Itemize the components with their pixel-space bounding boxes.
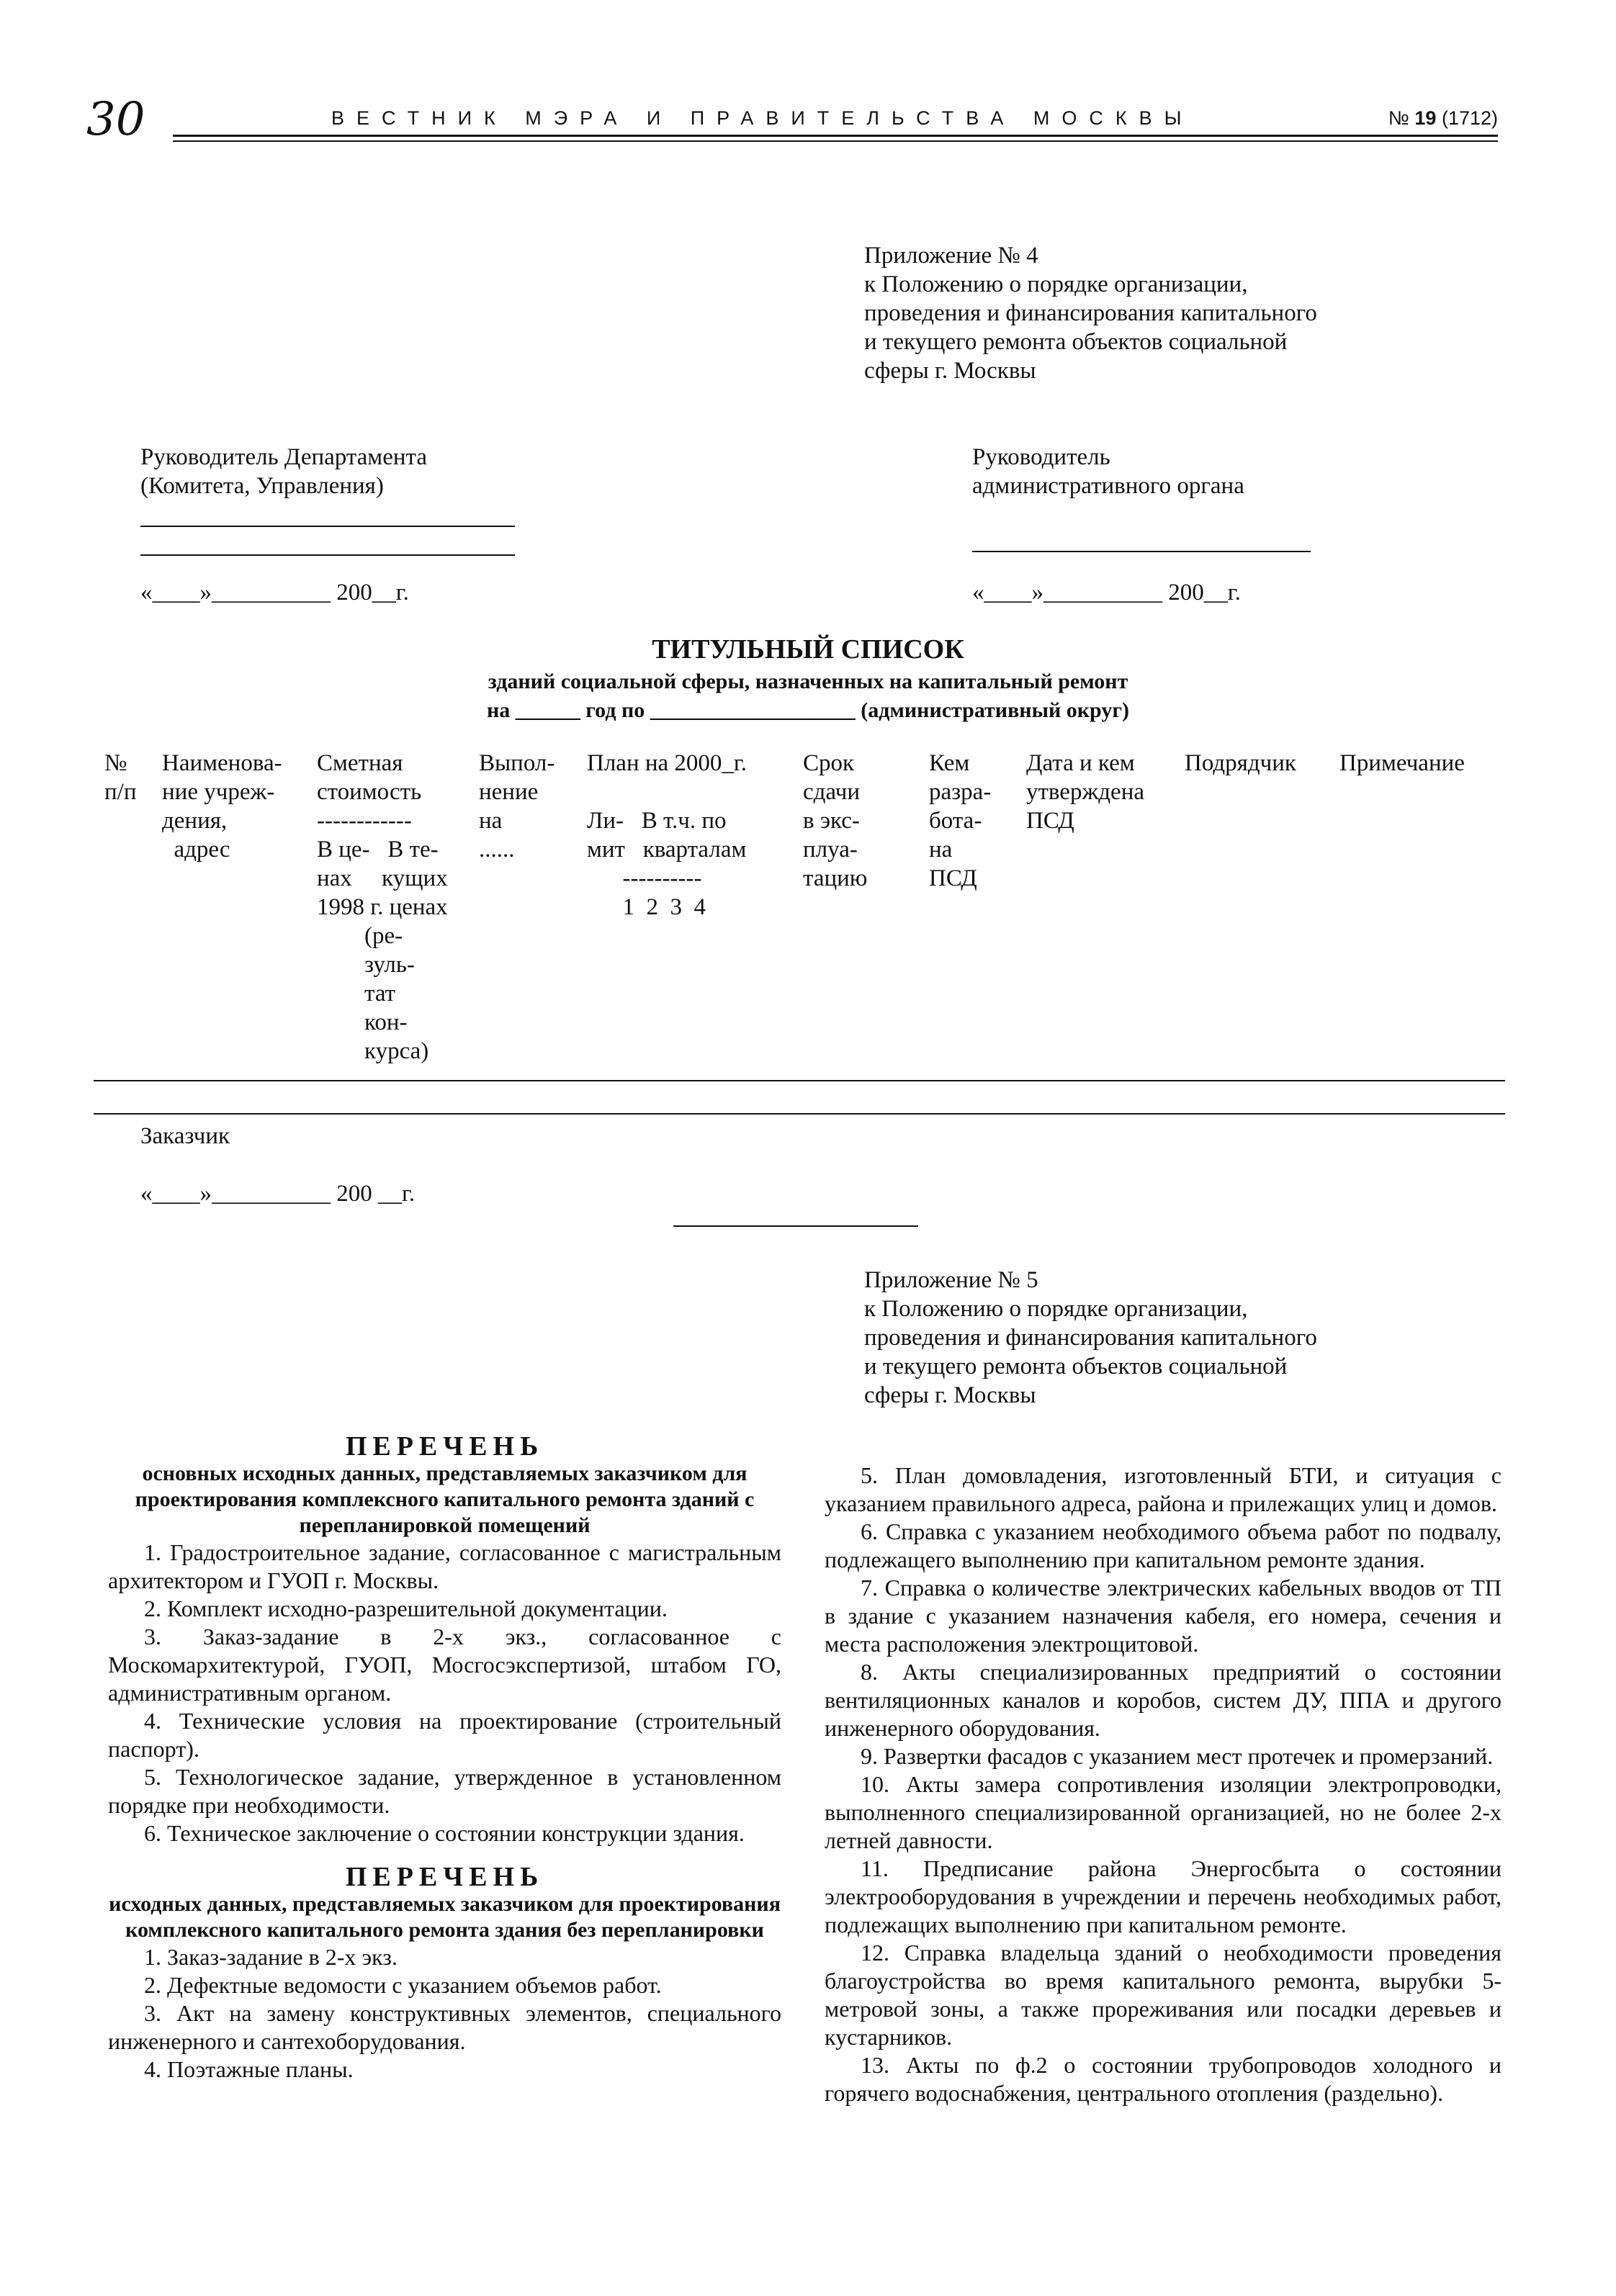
signature-blank-line — [972, 551, 1311, 552]
page-number: 30 — [86, 93, 145, 146]
list1-item: 7. Справка о количестве электрических кабельных вводов от ТП в здание с указанием назначения кабеля, его номера, сечения и места расположения электрощитовой. — [825, 1575, 1501, 1657]
header-rule-thin — [173, 140, 1498, 142]
appendix-line: проведения и финансирования капитального — [864, 1325, 1317, 1351]
title-list-table — [94, 749, 1505, 1123]
table-header-plan: План на 2000_г. Ли- В т.ч. по мит кварталам ---------- 1 2 3 4 — [587, 750, 747, 920]
appendix-line: к Положению о порядке организации, — [864, 1296, 1248, 1322]
issue-label: № — [1388, 107, 1409, 129]
list1-item: 6. Справка с указанием необходимого объема работ по подвалу, подлежащего выполнению при капитальном ремонте здания. — [825, 1518, 1501, 1572]
appendix-line: к Положению о порядке организации, — [864, 271, 1248, 297]
signature-blank-line — [140, 526, 515, 527]
list1-subheading: основных исходных данных, представляемых заказчиком для проектирования комплексного капитального ремонта зданий с перепланировкой помещений — [135, 1462, 755, 1537]
list1-item: 12. Справка владельца зданий о необходимости проведения благоустройства во время капитального ремонта, вырубки 5-метровой зоны, а также прореживания или посадки деревьев и кустарников. — [825, 1940, 1501, 2050]
title-list-subtitle: зданий социальной сферы, назначенных на капитальный ремонт — [488, 670, 1128, 693]
customer-date: «____»__________ 200 __г. — [140, 1181, 416, 1207]
issue-number — [1388, 107, 1498, 130]
table-rule — [94, 1080, 1505, 1081]
signature-right — [972, 443, 1244, 500]
appendix-line: Приложение № 4 — [864, 243, 1038, 269]
date-line-left: «____»__________ 200__г. — [140, 580, 409, 605]
issue-no: 19 — [1414, 107, 1437, 129]
header-rule — [173, 135, 1498, 137]
list2-item: 4. Поэтажные планы. — [144, 2056, 354, 2082]
left-column — [108, 1433, 781, 2084]
list1-heading-block — [108, 1433, 781, 1539]
signature-blank-line — [140, 554, 515, 556]
table-header-cost: Сметная стоимость ------------ В це- В те- нах кущих 1998 г. ценах (ре- зуль- тат кон- курса) — [317, 750, 448, 1064]
title-list-heading: ТИТУЛЬНЫЙ СПИСОК — [652, 634, 964, 665]
table-header-deadline: Срок сдачи в экс- плуа- тацию — [803, 750, 868, 891]
table-header-developer: Кем разра- бота- на ПСД — [929, 750, 992, 891]
appendix-line: проведения и финансирования капитального — [864, 300, 1317, 326]
list1-item: 3. Заказ-задание в 2-х экз., согласованное с Москомархитектурой, ГУОП, Мосгосэкспертизой, штабом ГО, административным органом. — [108, 1624, 781, 1706]
table-header-approved: Дата и кем утверждена ПСД — [1026, 750, 1145, 834]
signature-left-line: Руководитель Департамента — [140, 444, 427, 470]
issue-total: (1712) — [1441, 107, 1498, 129]
appendix-line: и текущего ремонта объектов социальной — [864, 1354, 1288, 1379]
list2-item: 3. Акт на замену конструктивных элементов, специального инженерного и сантехоборудования. — [108, 2000, 781, 2054]
list1-item: 8. Акты специализированных предприятий о состоянии вентиляционных каналов и коробов, систем ДУ, ППА и другого инженерного оборудования. — [825, 1659, 1501, 1741]
list1-item: 5. План домовладения, изготовленный БТИ, и ситуация с указанием правильного адреса, района и прилежащих улиц и домов. — [825, 1462, 1501, 1516]
signature-left — [140, 443, 427, 500]
title-list-subtitle-2: на ______ год по ___________________ (административный округ) — [487, 698, 1129, 722]
list1-item: 13. Акты по ф.2 о состоянии трубопроводов холодного и горячего водоснабжения, центрального отопления (раздельно). — [825, 2052, 1501, 2106]
list1-heading: ПЕРЕЧЕНЬ — [345, 1431, 544, 1462]
signature-right-line: Руководитель — [972, 444, 1110, 470]
customer-label: Заказчик — [140, 1123, 230, 1149]
list2-item: 1. Заказ-задание в 2-х экз. — [144, 1944, 398, 1970]
table-header-done: Выпол- нение на ...... — [479, 750, 555, 863]
appendix-line: сферы г. Москвы — [864, 1382, 1036, 1408]
list2-item: 2. Дефектные ведомости с указанием объемов работ. — [144, 1972, 662, 1998]
signature-right-line: административного органа — [972, 473, 1244, 499]
page-header — [86, 93, 1498, 148]
table-header-contractor: Подрядчик — [1185, 750, 1296, 776]
list1-item: 1. Градостроительное задание, согласованное с магистральным архитектором и ГУОП г. Москвы. — [108, 1539, 781, 1593]
list1-item: 11. Предписание района Энергосбыта о состоянии электрооборудования в учреждении и перечень необходимых работ, подлежащих выполнению при капитальном ремонте. — [825, 1855, 1501, 1937]
list1-item: 4. Технические условия на проектирование (строительный паспорт). — [108, 1708, 781, 1762]
table-header-number: № п/п — [104, 750, 137, 805]
list2-heading-block — [108, 1863, 781, 1943]
list1-item: 6. Техническое заключение о состоянии конструкции здания. — [144, 1820, 745, 1846]
running-title: ВЕСТНИК МЭРА И ПРАВИТЕЛЬСТВА МОСКВЫ — [331, 107, 1194, 129]
list1-item: 10. Акты замера сопротивления изоляции электропроводки, выполненного специализированной организацией, но не более 2-х летней давности. — [825, 1771, 1501, 1853]
list1-item: 9. Развертки фасадов с указанием мест протечек и промерзаний. — [861, 1743, 1494, 1769]
signature-left-line: (Комитета, Управления) — [140, 473, 384, 499]
list2-subheading: исходных данных, представляемых заказчиком для проектирования комплексного капитального ремонта здания без перепланировки — [109, 1892, 781, 1942]
appendix-line: и текущего ремонта объектов социальной — [864, 329, 1288, 355]
appendix-5-note — [864, 1266, 1317, 1410]
appendix-4-note — [864, 241, 1317, 385]
table-rule — [94, 1113, 1505, 1115]
table-header-note: Примечание — [1339, 750, 1465, 776]
appendix-line: Приложение № 5 — [864, 1267, 1038, 1293]
list1-item: 5. Технологическое задание, утвержденное в установленном порядке при необходимости. — [108, 1764, 781, 1818]
list2-heading: ПЕРЕЧЕНЬ — [345, 1862, 544, 1892]
right-column — [825, 1462, 1501, 2107]
list1-item: 2. Комплект исходно-разрешительной документации. — [144, 1595, 668, 1621]
appendix-line: сферы г. Москвы — [864, 358, 1036, 384]
table-header-name: Наименова- ние учреж- дения, адрес — [162, 750, 282, 863]
section-divider — [673, 1225, 918, 1227]
date-line-right: «____»__________ 200__г. — [972, 580, 1241, 605]
